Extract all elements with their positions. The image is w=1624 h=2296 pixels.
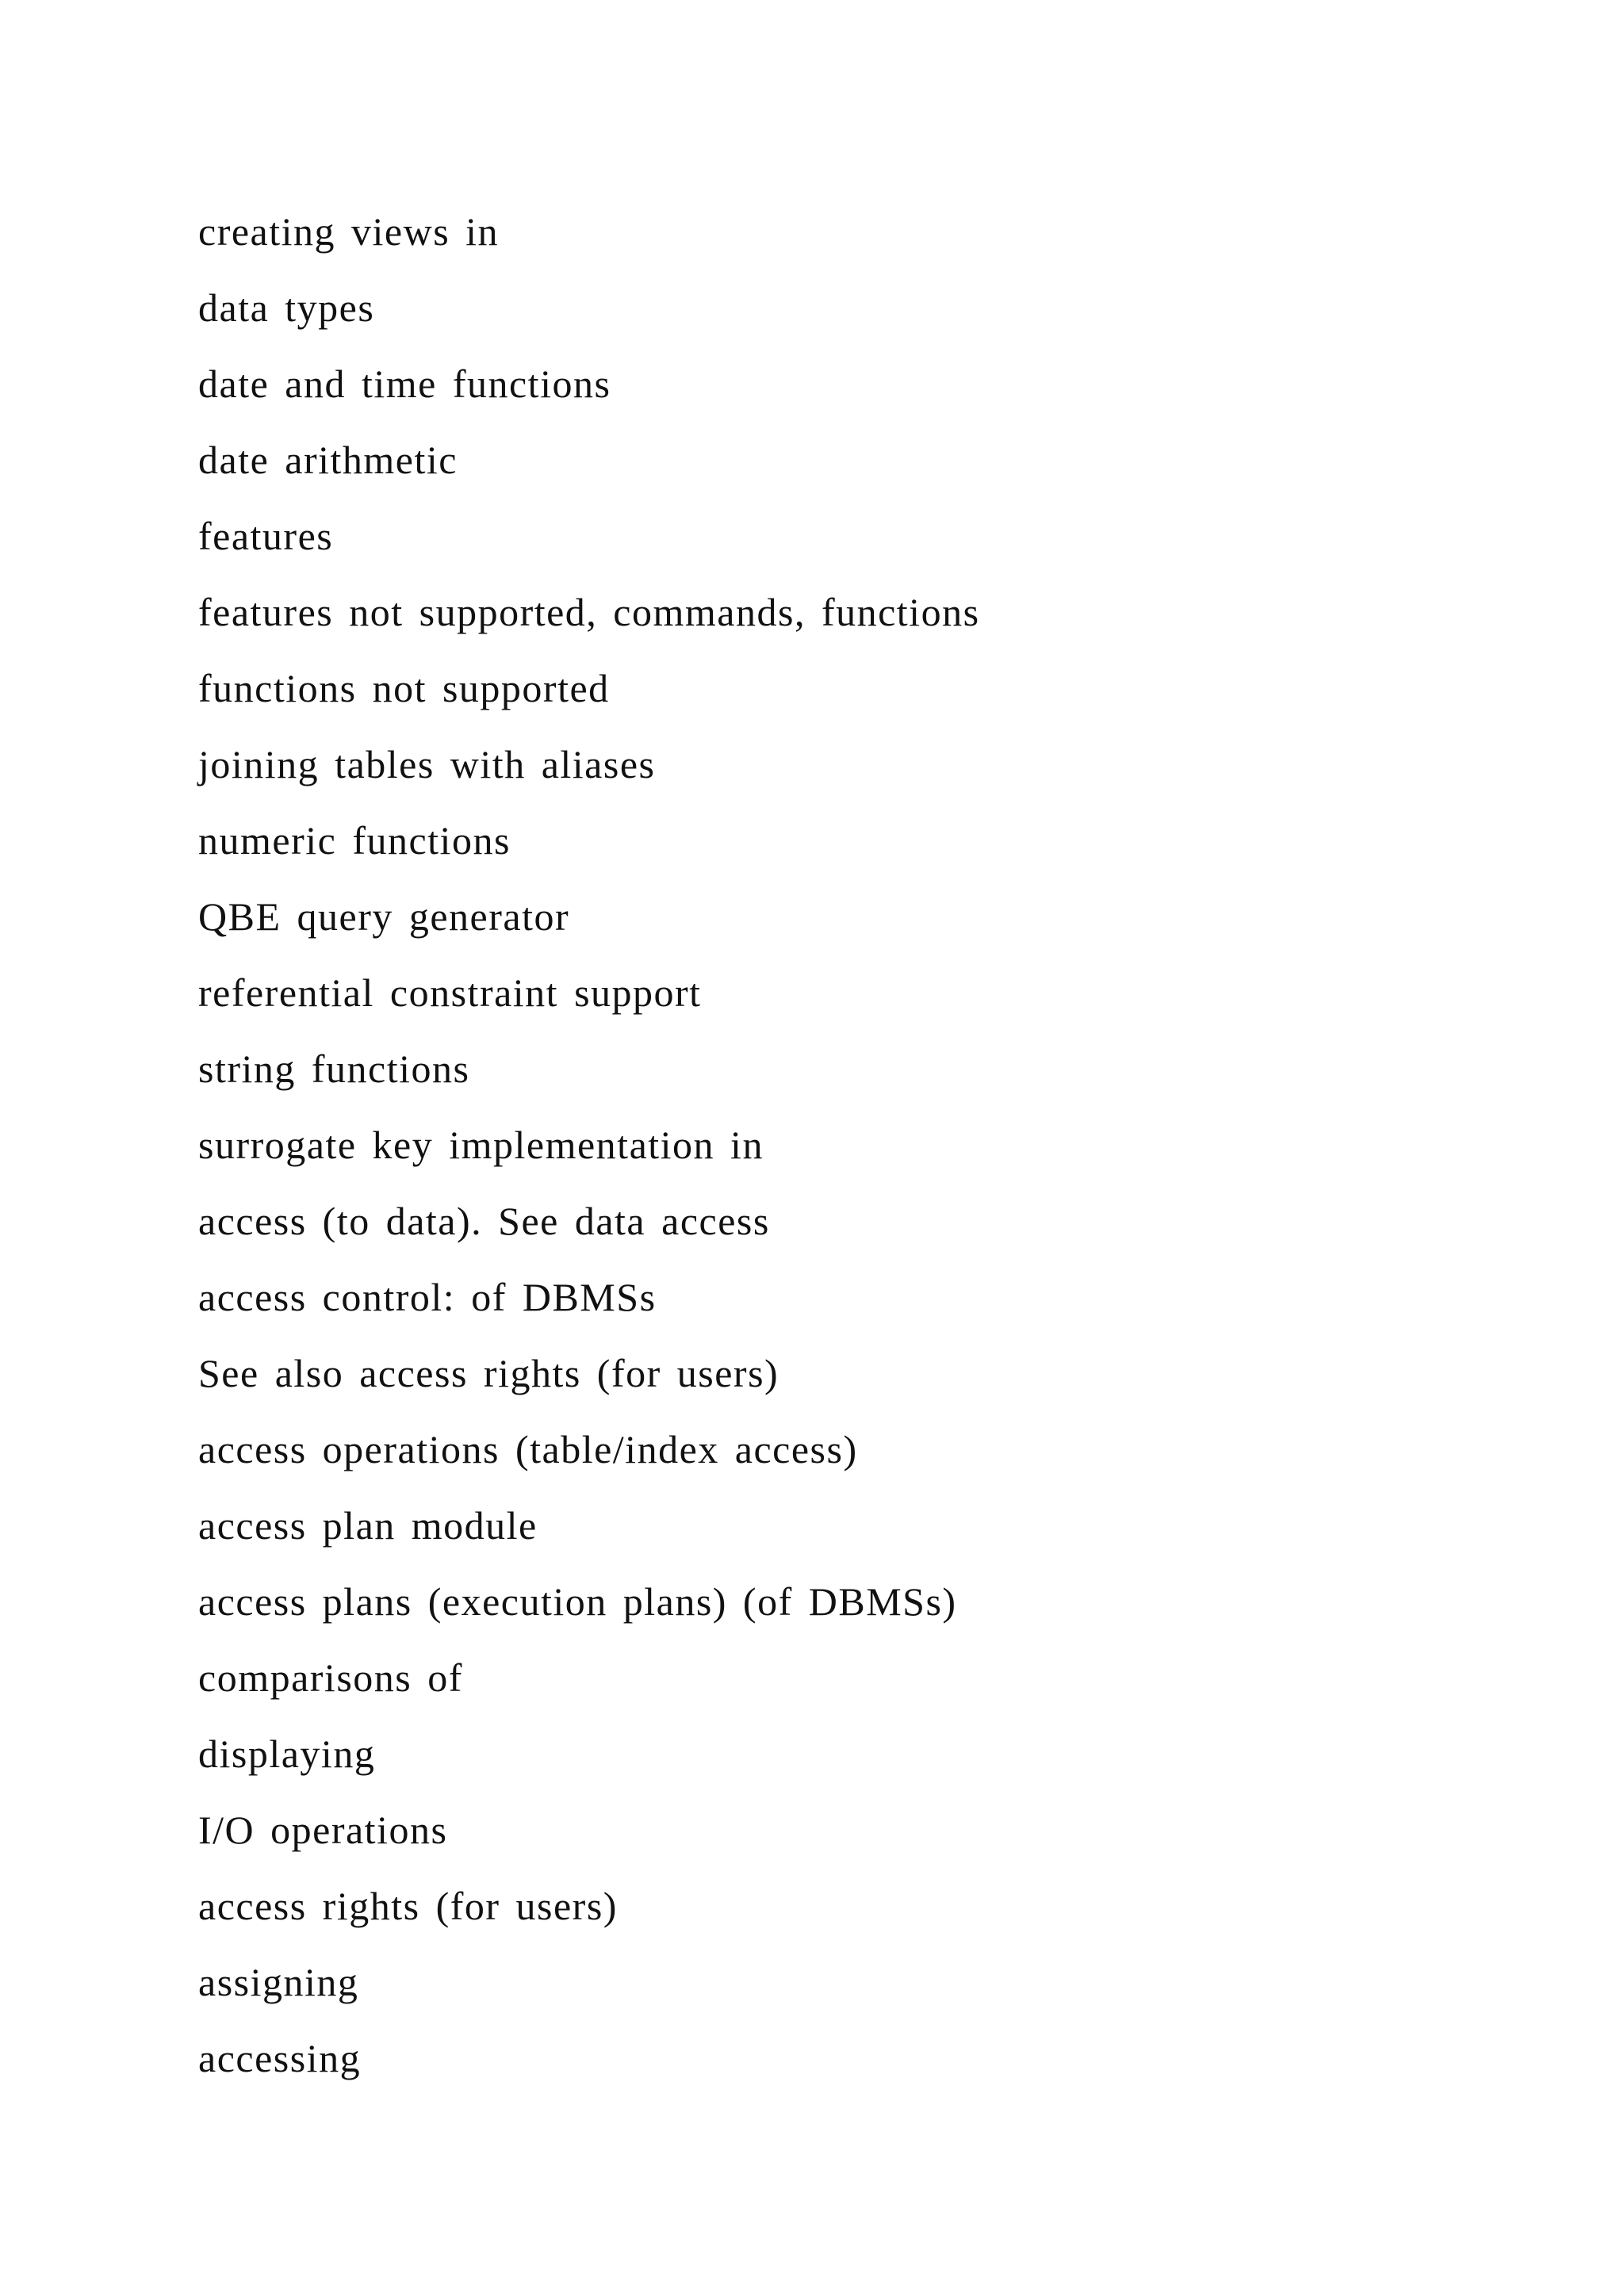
index-entry: features [198,514,334,558]
index-entry: QBE query generator [198,894,570,939]
index-entry: access plan module [198,1503,538,1548]
index-entry: comparisons of [198,1655,463,1700]
index-entry: string functions [198,1047,470,1091]
index-entry: surrogate key implementation in [198,1123,764,1167]
index-entry: I/O operations [198,1808,448,1852]
index-entry: features not supported, commands, functions [198,590,980,634]
index-entry: data types [198,285,375,330]
index-entry: access control: of DBMSs [198,1275,657,1319]
index-entry: joining tables with aliases [198,742,656,786]
index-entry-list [198,193,980,2096]
index-entry: assigning [198,1960,359,2004]
index-entry: displaying [198,1732,376,1776]
index-entry: date and time functions [198,362,611,406]
index-entry: accessing [198,2036,362,2080]
index-entry: numeric functions [198,818,511,863]
index-entry: access (to data). See data access [198,1199,770,1243]
index-entry: functions not supported [198,666,610,710]
index-entry: See also access rights (for users) [198,1351,779,1395]
index-entry: creating views in [198,209,500,254]
index-entry: access operations (table/index access) [198,1427,858,1471]
index-entry: access plans (execution plans) (of DBMSs) [198,1579,957,1624]
index-entry: referential constraint support [198,970,702,1015]
index-entry: date arithmetic [198,438,458,482]
index-entry: access rights (for users) [198,1884,618,1928]
